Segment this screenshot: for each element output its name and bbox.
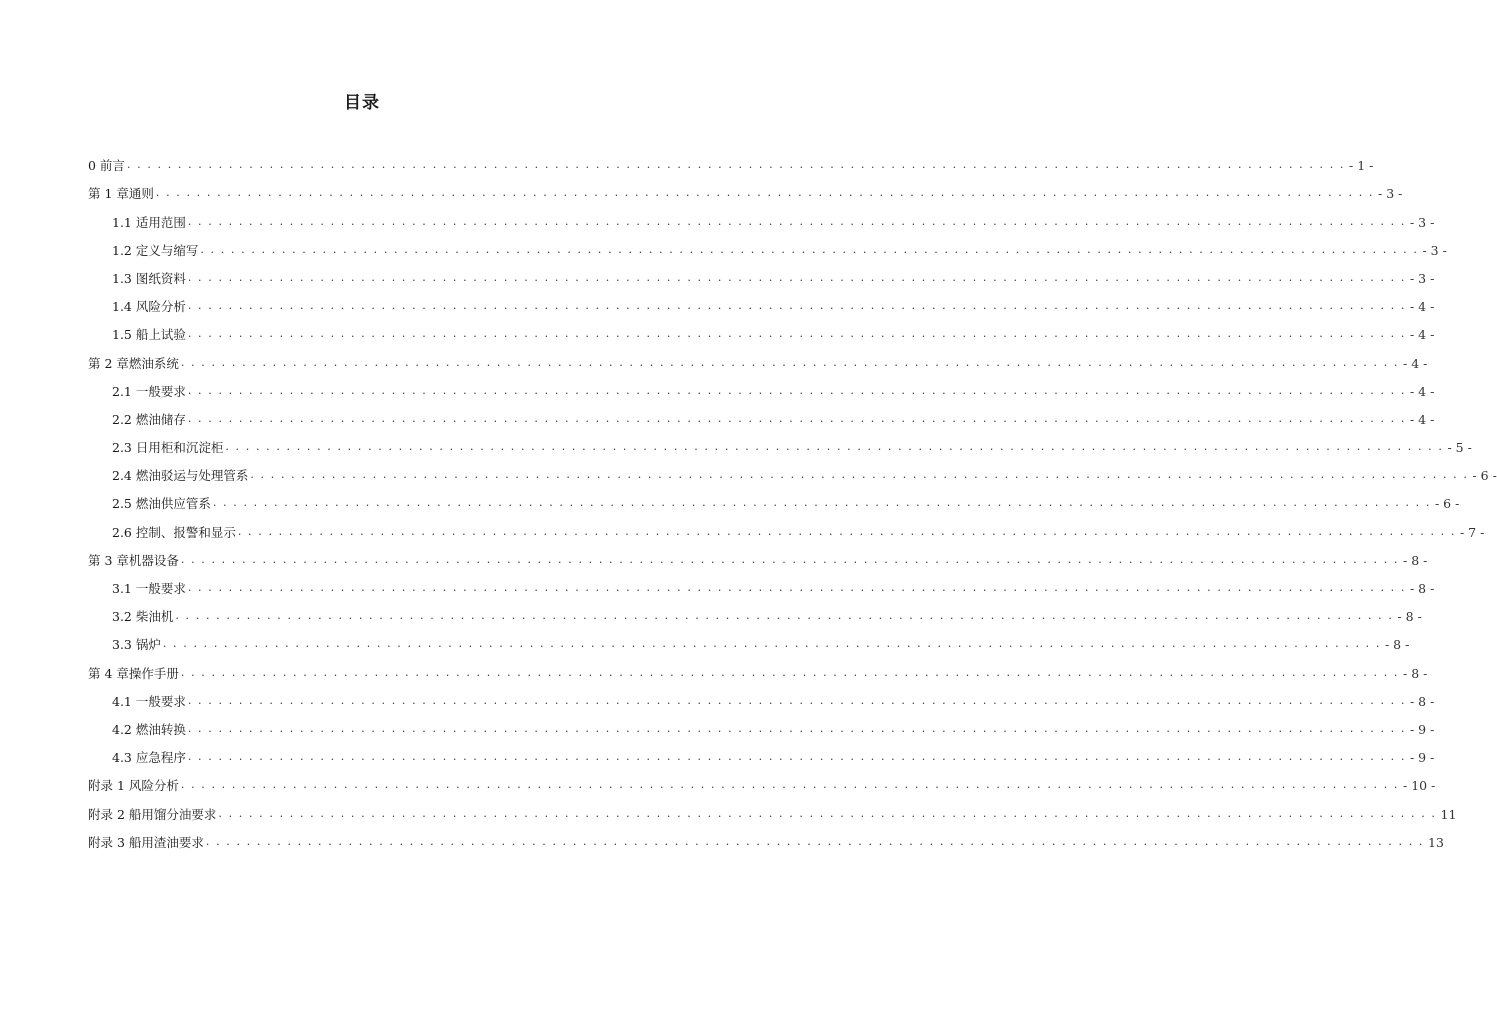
toc-entry-page: - 8 - <box>1409 581 1435 596</box>
toc-entry-label: 2.4 燃油驳运与处理管系 <box>112 468 249 484</box>
toc-entry-page: - 4 - <box>1409 411 1435 427</box>
toc-entry[interactable] <box>88 597 1422 625</box>
toc-leader-dots: . . . . . . . . . . . . . . . . . . . . . . . . . . . . . . . . . . . . . . . . . . . . . . . . . . . . . . . . . . . . . . . . . . . . . . . . . . . . . . . . . . . . . . . . . . . . . . . . . . . . . . . . . . . . . . . . . . . . . . . . <box>180 665 1399 679</box>
toc-entry-label: 2.3 日用柜和沉淀柜 <box>112 440 224 456</box>
toc-entry-label: 2.5 燃油供应管系 <box>112 496 211 512</box>
toc-leader-dots: . . . . . . . . . . . . . . . . . . . . . . . . . . . . . . . . . . . . . . . . . . . . . . . . . . . . . . . . . . . . . . . . . . . . . . . . . . . . . . . . . . . . . . . . . . . . . . . . . . . . . . . . . . . . . . . . . . . . . . . . <box>187 693 1406 707</box>
toc-entry-label: 1.2 定义与缩写 <box>112 242 199 258</box>
toc-entry-page: - 9 - <box>1409 721 1435 737</box>
toc-entry[interactable] <box>88 287 1435 315</box>
toc-leader-dots: . . . . . . . . . . . . . . . . . . . . . . . . . . . . . . . . . . . . . . . . . . . . . . . . . . . . . . . . . . . . . . . . . . . . . . . . . . . . . . . . . . . . . . . . . . . . . . . . . . . . . . . . . . . . . . . . . . . . . . . . <box>187 214 1406 228</box>
toc-entry-page: - 8 - <box>1397 609 1422 625</box>
toc-entry[interactable] <box>88 823 1444 851</box>
toc-entry-label: 3.1 一般要求 <box>112 581 186 596</box>
toc-entry[interactable] <box>88 484 1460 512</box>
toc-entry[interactable] <box>88 400 1435 428</box>
toc-entry-page: - 8 - <box>1409 693 1435 709</box>
toc-leader-dots: . . . . . . . . . . . . . . . . . . . . . . . . . . . . . . . . . . . . . . . . . . . . . . . . . . . . . . . . . . . . . . . . . . . . . . . . . . . . . . . . . . . . . . . . . . . . . . . . . . . . . . . . . . . . . . . . . . . . . . . . <box>187 327 1406 341</box>
toc-entry[interactable] <box>88 794 1457 822</box>
toc-entry-label: 2.6 控制、报警和显示 <box>112 524 236 540</box>
toc-entry-label: 4.1 一般要求 <box>112 693 186 709</box>
toc-entry-label: 0 前言 <box>88 158 125 174</box>
toc-entry-page: - 6 - <box>1472 468 1497 484</box>
toc-entry[interactable] <box>88 315 1435 343</box>
toc-leader-dots: . . . . . . . . . . . . . . . . . . . . . . . . . . . . . . . . . . . . . . . . . . . . . . . . . . . . . . . . . . . . . . . . . . . . . . . . . . . . . . . . . . . . . . . . . . . . . . . . . . . . . . . . . . . . . . . . . . . . . . . . <box>200 242 1419 256</box>
toc-entry[interactable] <box>88 569 1435 597</box>
toc-entry-label: 2.1 一般要求 <box>112 383 186 399</box>
toc-entry-label: 第 4 章操作手册 <box>88 665 179 681</box>
toc-entry-page: - 1 - <box>1349 158 1374 174</box>
toc-entry-page: - 7 - <box>1459 524 1485 540</box>
toc-leader-dots: . . . . . . . . . . . . . . . . . . . . . . . . . . . . . . . . . . . . . . . . . . . . . . . . . . . . . . . . . . . . . . . . . . . . . . . . . . . . . . . . . . . . . . . . . . . . . . . . . . . . . . . . . . . . . . . . . . . . . . . . <box>162 637 1381 651</box>
toc-entry-page: - 10 - <box>1403 778 1436 794</box>
toc-leader-dots: . . . . . . . . . . . . . . . . . . . . . . . . . . . . . . . . . . . . . . . . . . . . . . . . . . . . . . . . . . . . . . . . . . . . . . . . . . . . . . . . . . . . . . . . . . . . . . . . . . . . . . . . . . . . . . . . . . . . . . . . <box>187 581 1406 594</box>
toc-entry-label: 附录 1 风险分析 <box>88 778 179 794</box>
toc-leader-dots: . . . . . . . . . . . . . . . . . . . . . . . . . . . . . . . . . . . . . . . . . . . . . . . . . . . . . . . . . . . . . . . . . . . . . . . . . . . . . . . . . . . . . . . . . . . . . . . . . . . . . . . . . . . . . . . . . . . . . . . . <box>187 299 1406 313</box>
toc-entry-label: 1.3 图纸资料 <box>112 270 186 286</box>
toc-entry-label: 2.2 燃油储存 <box>112 411 186 427</box>
toc-entry-label: 4.3 应急程序 <box>112 750 186 766</box>
toc-leader-dots: . . . . . . . . . . . . . . . . . . . . . . . . . . . . . . . . . . . . . . . . . . . . . . . . . . . . . . . . . . . . . . . . . . . . . . . . . . . . . . . . . . . . . . . . . . . . . . . . . . . . . . . . . . . . . . . . . . . . . . . . <box>155 186 1374 200</box>
toc-entry[interactable] <box>88 766 1436 794</box>
toc-entry-page: - 8 - <box>1384 637 1410 653</box>
toc-entry[interactable] <box>88 428 1472 456</box>
toc-entry-label: 1.4 风险分析 <box>112 299 186 315</box>
toc-leader-dots: . . . . . . . . . . . . . . . . . . . . . . . . . . . . . . . . . . . . . . . . . . . . . . . . . . . . . . . . . . . . . . . . . . . . . . . . . . . . . . . . . . . . . . . . . . . . . . . . . . . . . . . . . . . . . . . . . . . . . . . . <box>250 468 1469 482</box>
table-of-contents <box>88 146 1497 851</box>
toc-leader-dots: . . . . . . . . . . . . . . . . . . . . . . . . . . . . . . . . . . . . . . . . . . . . . . . . . . . . . . . . . . . . . . . . . . . . . . . . . . . . . . . . . . . . . . . . . . . . . . . . . . . . . . . . . . . . . . . . . . . . . . . . <box>180 355 1399 369</box>
toc-entry[interactable] <box>88 682 1435 710</box>
toc-entry[interactable] <box>88 653 1428 681</box>
toc-entry-page: - 3 - <box>1422 242 1447 258</box>
toc-leader-dots: . . . . . . . . . . . . . . . . . . . . . . . . . . . . . . . . . . . . . . . . . . . . . . . . . . . . . . . . . . . . . . . . . . . . . . . . . . . . . . . . . . . . . . . . . . . . . . . . . . . . . . . . . . . . . . . . . . . . . . . . <box>237 524 1456 538</box>
toc-entry-page: - 4 - <box>1409 299 1435 315</box>
toc-entry-page: 11 <box>1440 806 1457 822</box>
toc-leader-dots: . . . . . . . . . . . . . . . . . . . . . . . . . . . . . . . . . . . . . . . . . . . . . . . . . . . . . . . . . . . . . . . . . . . . . . . . . . . . . . . . . . . . . . . . . . . . . . . . . . . . . . . . . . . . . . . . . . . . . . . . <box>180 552 1399 566</box>
toc-entry-page: - 5 - <box>1447 440 1472 456</box>
toc-entry[interactable] <box>88 738 1435 766</box>
toc-entry-page: - 4 - <box>1409 383 1435 399</box>
toc-leader-dots: . . . . . . . . . . . . . . . . . . . . . . . . . . . . . . . . . . . . . . . . . . . . . . . . . . . . . . . . . . . . . . . . . . . . . . . . . . . . . . . . . . . . . . . . . . . . . . . . . . . . . . . . . . . . . . . . . . . . . . . . <box>205 834 1424 848</box>
toc-entry[interactable] <box>88 343 1428 371</box>
toc-leader-dots: . . . . . . . . . . . . . . . . . . . . . . . . . . . . . . . . . . . . . . . . . . . . . . . . . . . . . . . . . . . . . . . . . . . . . . . . . . . . . . . . . . . . . . . . . . . . . . . . . . . . . . . . . . . . . . . . . . . . . . . . <box>187 270 1406 284</box>
toc-entry-label: 附录 3 船用渣油要求 <box>88 834 204 850</box>
toc-leader-dots: . . . . . . . . . . . . . . . . . . . . . . . . . . . . . . . . . . . . . . . . . . . . . . . . . . . . . . . . . . . . . . . . . . . . . . . . . . . . . . . . . . . . . . . . . . . . . . . . . . . . . . . . . . . . . . . . . . . . . . . . <box>175 609 1394 623</box>
toc-leader-dots: . . . . . . . . . . . . . . . . . . . . . . . . . . . . . . . . . . . . . . . . . . . . . . . . . . . . . . . . . . . . . . . . . . . . . . . . . . . . . . . . . . . . . . . . . . . . . . . . . . . . . . . . . . . . . . . . . . . . . . . . <box>187 383 1406 397</box>
toc-leader-dots: . . . . . . . . . . . . . . . . . . . . . . . . . . . . . . . . . . . . . . . . . . . . . . . . . . . . . . . . . . . . . . . . . . . . . . . . . . . . . . . . . . . . . . . . . . . . . . . . . . . . . . . . . . . . . . . . . . . . . . . . <box>187 721 1406 735</box>
toc-entry-label: 第 1 章通则 <box>88 186 154 202</box>
toc-entry[interactable] <box>88 541 1428 569</box>
toc-entry[interactable] <box>88 710 1435 738</box>
toc-entry-page: - 4 - <box>1409 327 1435 343</box>
toc-entry-label: 1.1 适用范围 <box>112 214 186 230</box>
page-title: 目录 <box>344 93 380 113</box>
toc-entry-page: - 9 - <box>1409 750 1435 766</box>
toc-entry-page: - 8 - <box>1403 665 1428 681</box>
toc-entry-label: 4.2 燃油转换 <box>112 721 186 737</box>
toc-entry-label: 3.2 柴油机 <box>112 609 174 625</box>
toc-entry[interactable] <box>88 512 1485 540</box>
toc-leader-dots: . . . . . . . . . . . . . . . . . . . . . . . . . . . . . . . . . . . . . . . . . . . . . . . . . . . . . . . . . . . . . . . . . . . . . . . . . . . . . . . . . . . . . . . . . . . . . . . . . . . . . . . . . . . . . . . . . . . . . . . . <box>187 750 1406 764</box>
toc-entry-page: 13 <box>1428 834 1444 850</box>
toc-entry[interactable] <box>88 372 1435 400</box>
toc-entry-page: - 3 - <box>1378 186 1403 202</box>
toc-entry-page: - 8 - <box>1403 552 1428 568</box>
toc-entry[interactable] <box>88 174 1403 202</box>
toc-entry[interactable] <box>88 146 1374 174</box>
toc-leader-dots: . . . . . . . . . . . . . . . . . . . . . . . . . . . . . . . . . . . . . . . . . . . . . . . . . . . . . . . . . . . . . . . . . . . . . . . . . . . . . . . . . . . . . . . . . . . . . . . . . . . . . . . . . . . . . . . . . . . . . . . . <box>225 440 1444 454</box>
toc-entry-label: 附录 2 船用馏分油要求 <box>88 806 217 822</box>
toc-leader-dots: . . . . . . . . . . . . . . . . . . . . . . . . . . . . . . . . . . . . . . . . . . . . . . . . . . . . . . . . . . . . . . . . . . . . . . . . . . . . . . . . . . . . . . . . . . . . . . . . . . . . . . . . . . . . . . . . . . . . . . . . <box>212 496 1431 510</box>
toc-entry[interactable] <box>88 456 1497 484</box>
toc-entry-page: - 3 - <box>1409 214 1435 230</box>
toc-entry-label: 第 2 章燃油系统 <box>88 355 179 371</box>
toc-leader-dots: . . . . . . . . . . . . . . . . . . . . . . . . . . . . . . . . . . . . . . . . . . . . . . . . . . . . . . . . . . . . . . . . . . . . . . . . . . . . . . . . . . . . . . . . . . . . . . . . . . . . . . . . . . . . . . . . . . . . . . . . <box>180 778 1399 792</box>
toc-entry-label: 第 3 章机器设备 <box>88 552 179 568</box>
toc-leader-dots: . . . . . . . . . . . . . . . . . . . . . . . . . . . . . . . . . . . . . . . . . . . . . . . . . . . . . . . . . . . . . . . . . . . . . . . . . . . . . . . . . . . . . . . . . . . . . . . . . . . . . . . . . . . . . . . . . . . . . . . . <box>126 158 1346 172</box>
toc-leader-dots: . . . . . . . . . . . . . . . . . . . . . . . . . . . . . . . . . . . . . . . . . . . . . . . . . . . . . . . . . . . . . . . . . . . . . . . . . . . . . . . . . . . . . . . . . . . . . . . . . . . . . . . . . . . . . . . . . . . . . . . . <box>218 806 1437 820</box>
toc-entry-label: 1.5 船上试验 <box>112 327 186 343</box>
toc-entry[interactable] <box>88 202 1435 230</box>
toc-entry-page: - 4 - <box>1403 355 1428 371</box>
toc-leader-dots: . . . . . . . . . . . . . . . . . . . . . . . . . . . . . . . . . . . . . . . . . . . . . . . . . . . . . . . . . . . . . . . . . . . . . . . . . . . . . . . . . . . . . . . . . . . . . . . . . . . . . . . . . . . . . . . . . . . . . . . . <box>187 411 1406 425</box>
toc-entry[interactable] <box>88 625 1410 653</box>
toc-entry-label: 3.3 锅炉 <box>112 637 161 653</box>
toc-entry-page: - 3 - <box>1409 270 1435 286</box>
toc-entry-page: - 6 - <box>1434 496 1460 512</box>
toc-entry[interactable] <box>88 259 1435 287</box>
toc-entry[interactable] <box>88 231 1447 259</box>
